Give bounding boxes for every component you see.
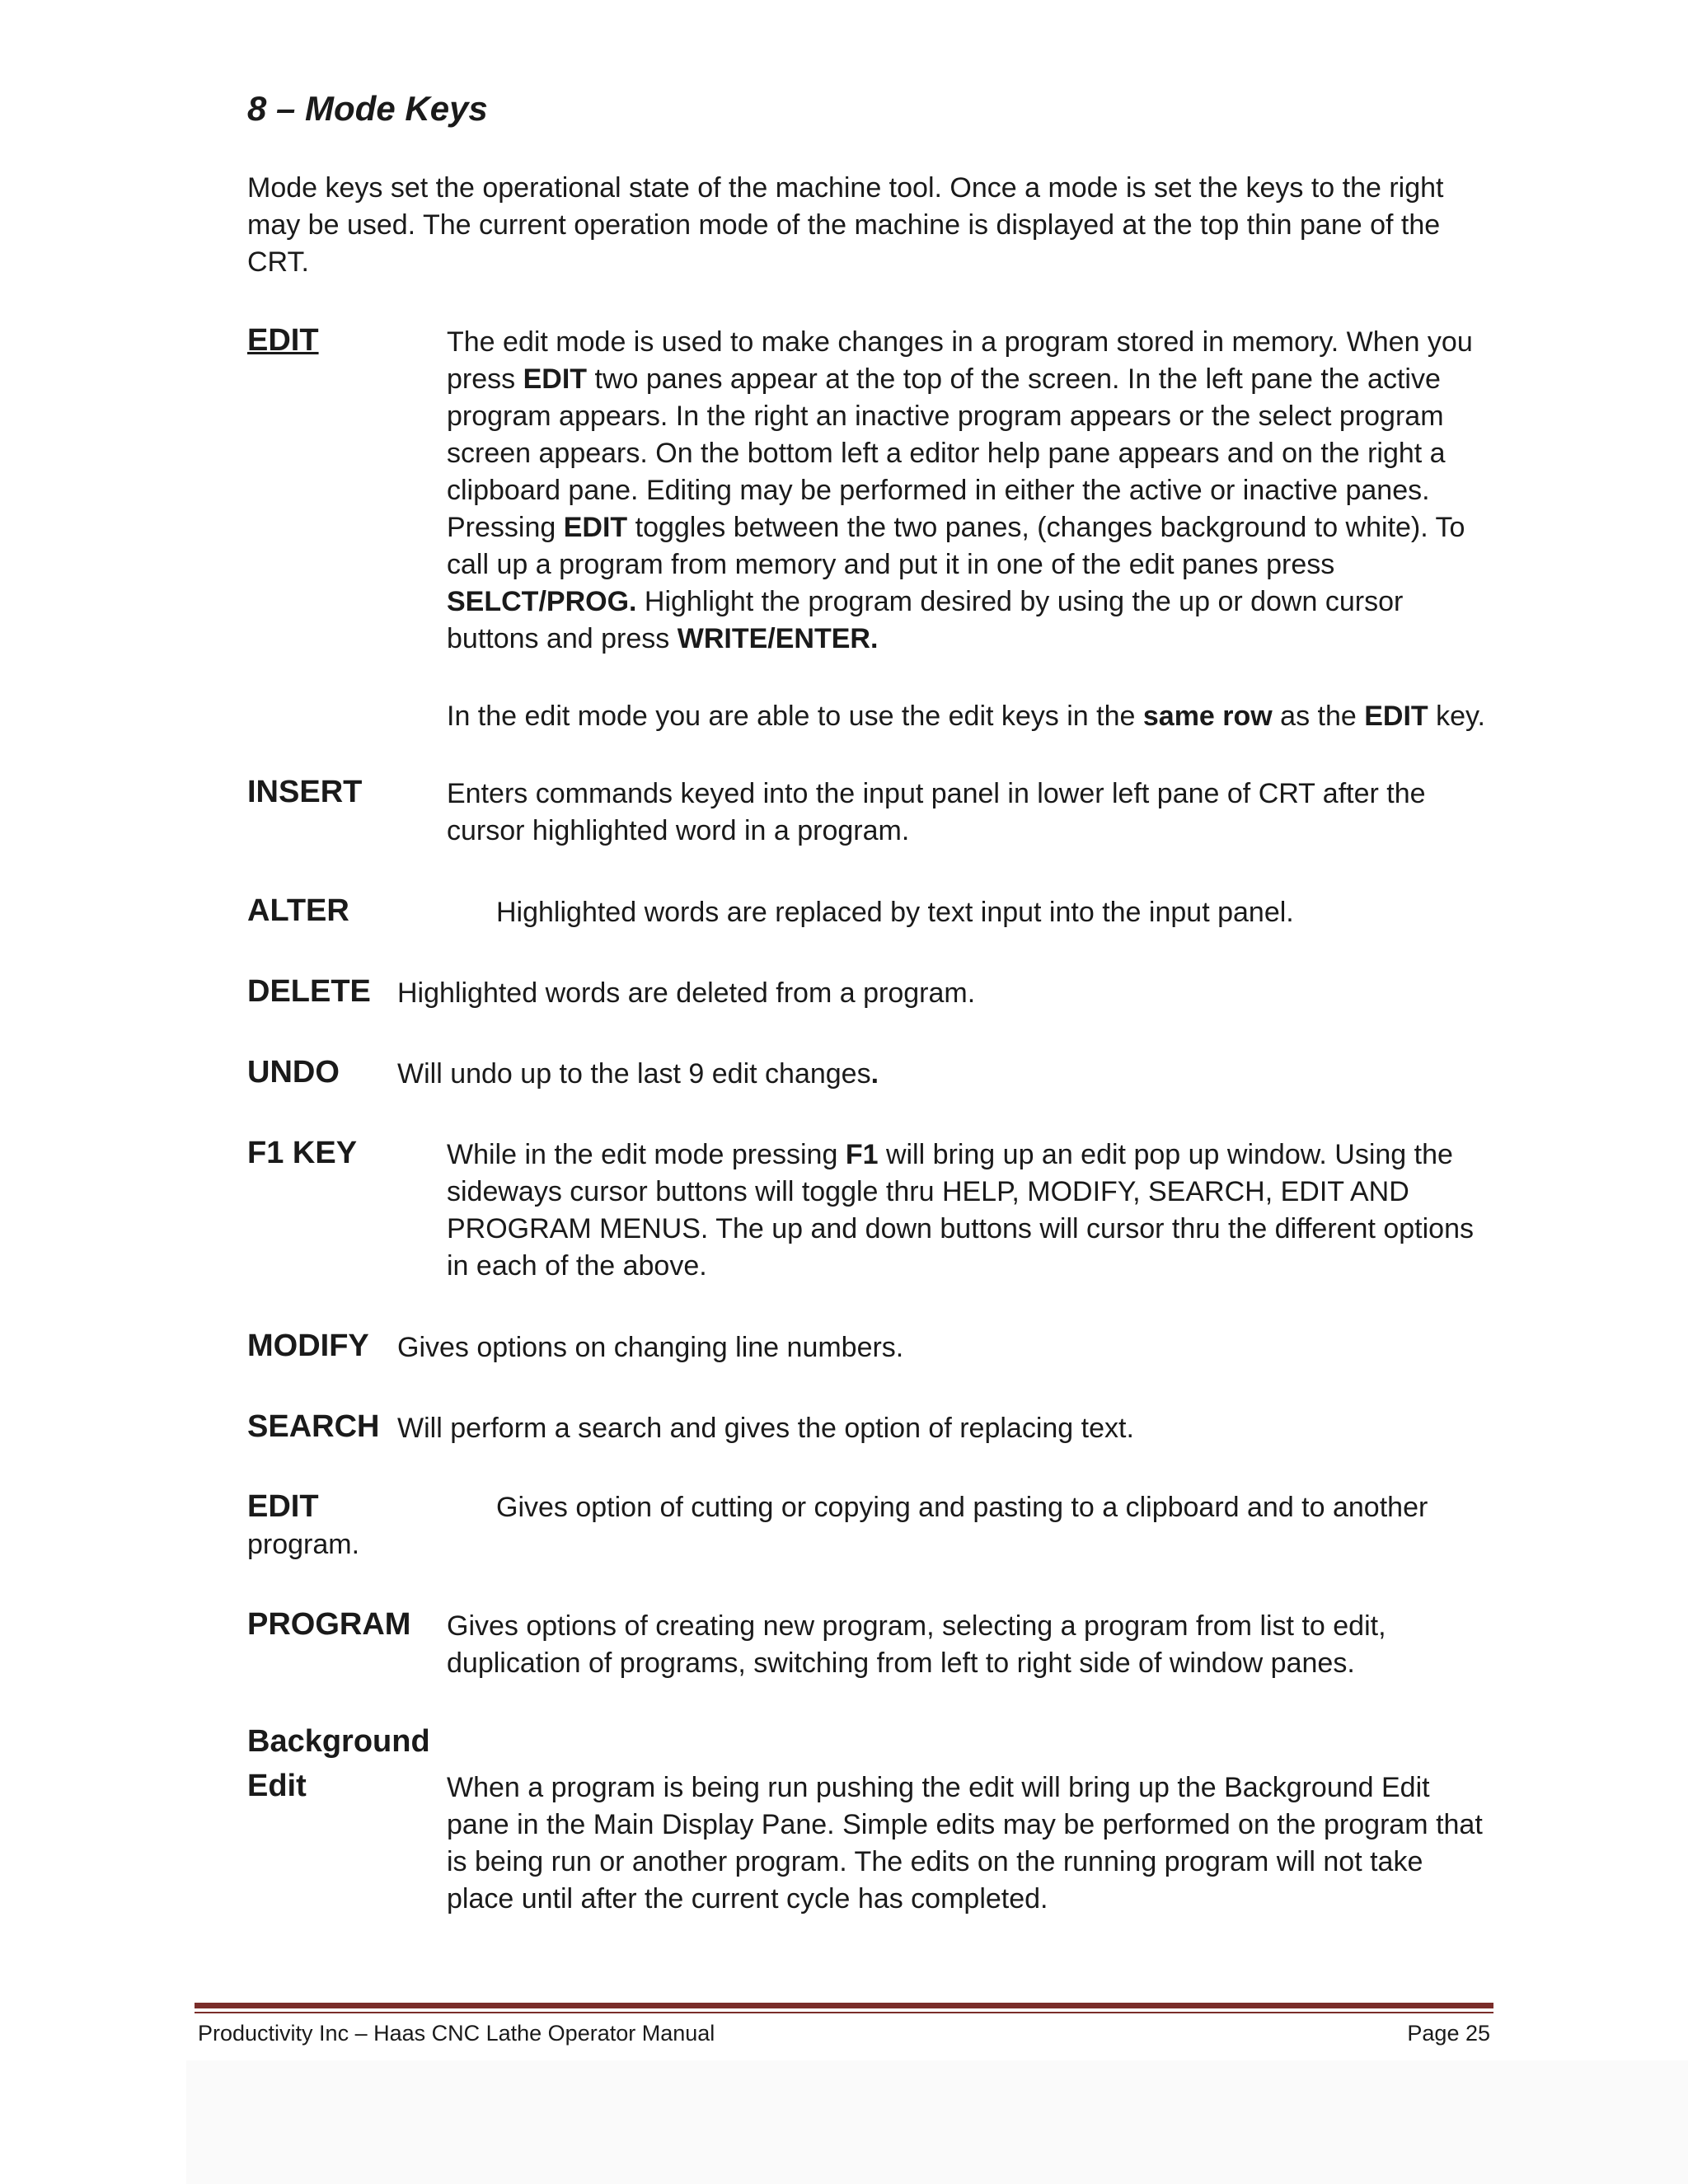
alter-description: Highlighted words are replaced by text input into the input panel.: [496, 897, 1294, 928]
alter-term: ALTER: [247, 893, 349, 928]
modify-description: Gives options on changing line numbers.: [397, 1332, 904, 1363]
search-description: Will perform a search and gives the option of replacing text.: [397, 1413, 1134, 1444]
background-edit-description: When a program is being run pushing the edit will bring up the Background Edit pane in the Main Display Pane. Simple edits may be performed on the program that is being run or another program. The edits on the running program will not take place until after the current cycle has completed.: [447, 1772, 1483, 1915]
edit-description: The edit mode is used to make changes in a program stored in memory. When you press EDIT two panes appear at the top of the screen. In the left pane the active program appears. In the right an inactive program appears or the select program screen appears. On the bottom left a editor help pane appears and on the right a clipboard pane. Editing may be performed in either the active or inactive panes. Pressing EDIT toggles between the two panes, (changes background to white). To call up a program from memory and put it in one of the edit panes press SELCT/PROG. Highlight the program desired by using the up or down cursor buttons and press WRITE/ENTER.: [447, 326, 1473, 654]
delete-description: Highlighted words are deleted from a program.: [397, 977, 976, 1009]
edit-note: In the edit mode you are able to use the edit keys in the same row as the EDIT key.: [447, 701, 1485, 732]
bottom-margin-shade: [186, 2060, 1688, 2184]
search-term: SEARCH: [247, 1409, 380, 1444]
edit-menu-entry: [247, 1488, 1492, 1563]
f1-key-description: While in the edit mode pressing F1 will bring up an edit pop up window. Using the sideways cursor buttons will toggle thru HELP, MODIFY, SEARCH, EDIT AND PROGRAM MENUS. The up and down buttons will cursor thru the different options in each of the above.: [447, 1139, 1474, 1282]
program-description: Gives options of creating new program, selecting a program from list to edit, duplication of programs, switching from left to right side of window panes.: [447, 1610, 1386, 1679]
modify-term: MODIFY: [247, 1329, 369, 1363]
edit-menu-description: Gives option of cutting or copying and pasting to a clipboard and to another program.: [247, 1492, 1428, 1560]
intro-paragraph: Mode keys set the operational state of the machine tool. Once a mode is set the keys to the right may be used. The current operation mode of the machine is displayed at the top thin pane of the CRT.: [247, 172, 1444, 278]
insert-description: Enters commands keyed into the input panel in lower left pane of CRT after the cursor highlighted word in a program.: [447, 778, 1426, 846]
f1-key-term: F1 KEY: [247, 1136, 358, 1170]
section-heading: 8 – Mode Keys: [247, 89, 488, 128]
edit-menu-term: EDIT: [247, 1489, 319, 1524]
footer-rule-thick: [195, 2003, 1493, 2008]
undo-term: UNDO: [247, 1055, 340, 1090]
undo-description: Will undo up to the last 9 edit changes.: [397, 1058, 879, 1090]
footer-page-number: Page 25: [1407, 2021, 1490, 2046]
footer-title: Productivity Inc – Haas CNC Lathe Operator Manual: [198, 2021, 715, 2046]
background-edit-term-line2: Edit: [247, 1769, 307, 1803]
insert-term: INSERT: [247, 775, 363, 809]
program-term: PROGRAM: [247, 1607, 411, 1642]
footer-rule-thin: [195, 2012, 1493, 2013]
background-edit-term-line1: Background: [247, 1724, 430, 1759]
edit-term: EDIT: [247, 323, 319, 358]
delete-term: DELETE: [247, 974, 371, 1009]
